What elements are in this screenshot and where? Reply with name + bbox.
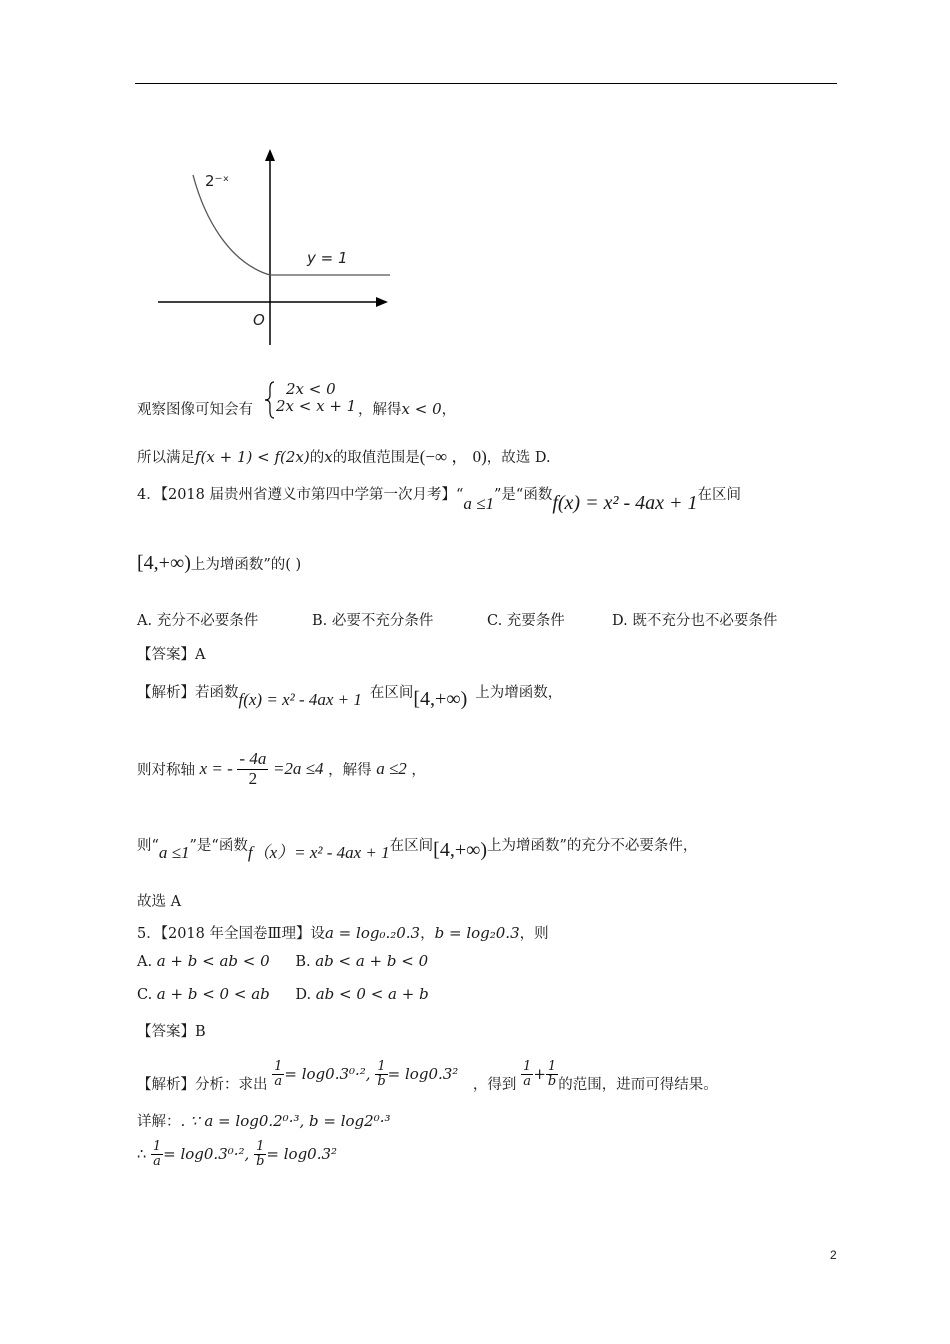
brace-icon [264, 381, 276, 419]
q4-stem-2: [4,+∞)上为增函数”的( ) [137, 552, 302, 574]
step2-line: 所以满足f(x + 1) < f(2x)的x的取值范围是(−∞ ， 0)，故选 D. [137, 447, 551, 466]
q4-stem: 4．【2018 届贵州省遵义市第四中学第一次月考】“a ≤1”是“函数f(x) = x² - 4ax + 1在区间 [137, 487, 741, 514]
q5-detail: 详解：. ∵ a = log0.2⁰·³, b = log2⁰·³ [137, 1112, 391, 1130]
q4-axis: 则对称轴 x = - $\frac{- 4a}{2}$ =2a ≤4 ，解得 a ≤2 ， [137, 749, 426, 788]
frac-sum: $\frac{1}{a}$ [523, 1059, 532, 1090]
q5-answer: 【答案】B [137, 1024, 206, 1040]
q5-therefore: ∴ $\frac{1}{a}$ = log0.3⁰·², $\frac{1}{b}$ = log0.3² [137, 1139, 338, 1170]
origin-label: O [253, 311, 265, 329]
q4-choose: 故选 A [137, 894, 182, 910]
exp-curve [193, 175, 270, 275]
q5-options-row2: C. a + b < 0 < ab D. ab < 0 < a + b [137, 985, 429, 1003]
q4-conclusion: 则“a ≤1”是“函数f（x）= x² - 4ax + 1在区间[4,+∞)上为增函数”的充分不必要条件， [137, 838, 698, 862]
q4-answer: 【答案】A [137, 647, 206, 663]
frac-1-over-a: $\frac{1}{a}$ [274, 1059, 283, 1090]
q5-analysis: 【解析】分析：求出 $\frac{1}{a}$ = log0.3⁰·², $\frac{1}{b}$ = log0.3² ，得到 $\frac{1}{a}$ + $\frac{1}{b}$ 的范围，进而可得结果。 [137, 1059, 718, 1093]
system-bottom: 2x < x + 1 [276, 397, 357, 415]
y-axis-arrow-icon [265, 149, 275, 161]
q4-option-b: B. 必要不充分条件 [312, 613, 434, 629]
curve-label: 2⁻ˣ [205, 172, 230, 190]
q4-option-d: D. 既不充分也不必要条件 [612, 613, 778, 629]
axis-fraction: $\frac{- 4a}{2}$ [239, 749, 267, 788]
q4-analysis: 【解析】若函数f(x) = x² - 4ax + 1 在区间[4,+∞) 上为增函数， [137, 685, 563, 710]
q4-option-c: C. 充要条件 [487, 613, 565, 629]
q4-options [137, 609, 777, 630]
header-rule [135, 83, 837, 84]
step1-line: 观察图像可知会有 [137, 402, 253, 418]
step1-rest: ，解得x < 0， [358, 400, 457, 418]
function-graph [150, 145, 400, 350]
line-label: y = 1 [307, 249, 348, 267]
x-axis-arrow-icon [376, 297, 388, 307]
system-top: 2x < 0 [286, 380, 336, 398]
page-number: 2 [830, 1248, 837, 1262]
q5-options-row1: A. a + b < ab < 0 B. ab < a + b < 0 [137, 952, 429, 970]
frac-1-over-b: $\frac{1}{b}$ [377, 1059, 386, 1090]
q5-stem: 5．【2018 年全国卷Ⅲ理】设a = log₀.₂0.3，b = log₂0.3，则 [137, 924, 549, 942]
q4-option-a: A. 充分不必要条件 [137, 613, 259, 629]
